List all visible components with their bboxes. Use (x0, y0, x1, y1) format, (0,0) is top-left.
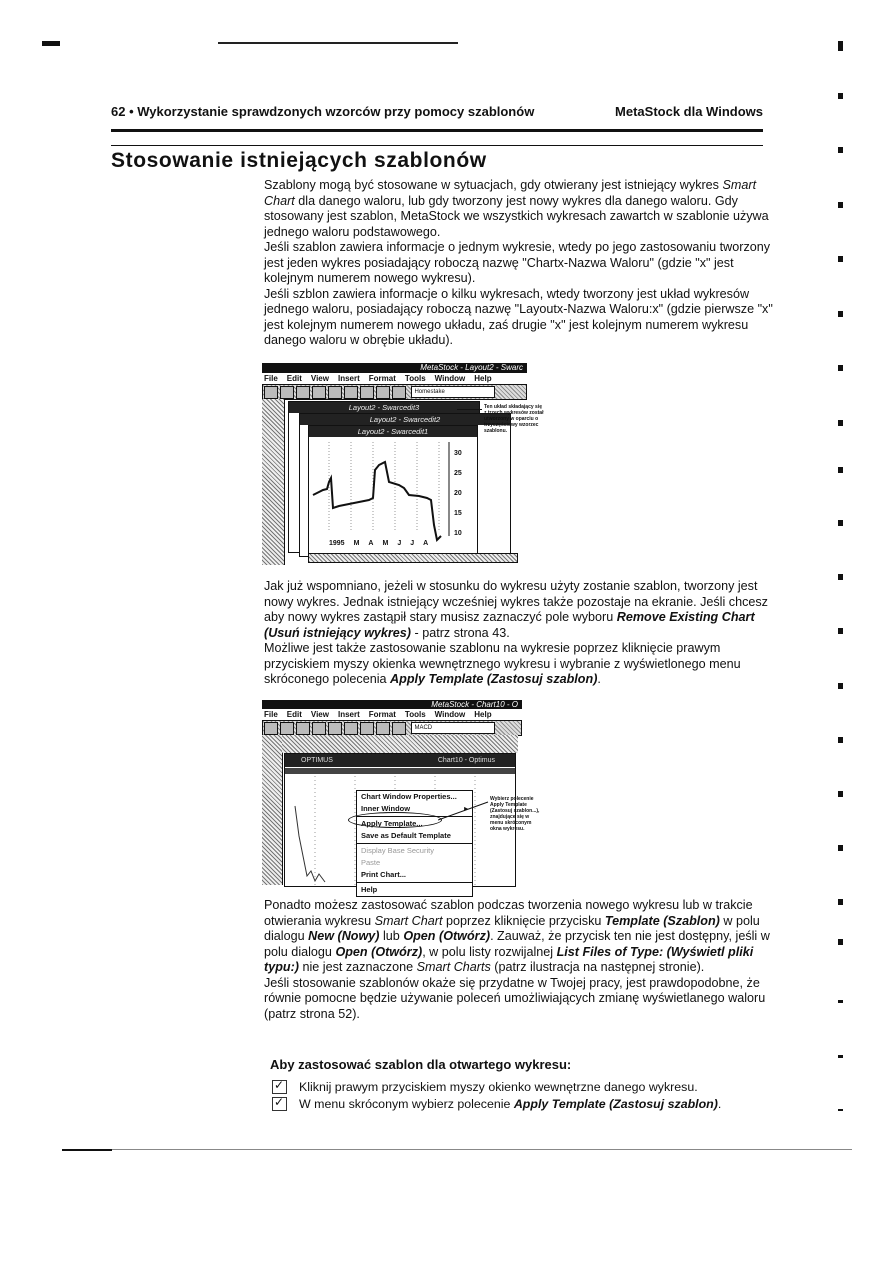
menu-separator (357, 882, 472, 883)
toolbar (262, 720, 522, 736)
scan-mark (838, 737, 843, 743)
text: poprzez kliknięcie przycisku (442, 913, 605, 928)
y-tick: 20 (454, 490, 462, 497)
menu-bar (264, 374, 492, 383)
header-rule (111, 129, 763, 132)
tool-icon[interactable] (328, 722, 342, 735)
callout-line (438, 800, 490, 822)
scan-mark (42, 41, 60, 46)
menu-item-help[interactable]: Help (361, 885, 378, 894)
submenu-arrow-icon: ▸ (464, 804, 468, 813)
text: . (597, 672, 601, 686)
tool-icon[interactable] (344, 386, 358, 399)
text: . Zauważ, że przycisk ten nie jest dostępny, jeśli w polu dialogu (264, 929, 770, 959)
middle-text (264, 579, 774, 688)
print-icon[interactable] (312, 722, 326, 735)
emphasis: Smart Charts (416, 960, 491, 974)
text: - patrz strona 43. (411, 625, 510, 640)
command-apply-template: Apply Template (Zastosuj szablon) (513, 1097, 718, 1111)
paragraph-5 (264, 641, 774, 688)
text: (patrz ilustracja na następnej stronie). (490, 960, 705, 974)
procedure-step-2 (272, 1097, 721, 1111)
scan-mark (838, 365, 843, 371)
paragraph-2: Jeśli szablon zawiera informacje o jednym wykresie, wtedy po jego zastosowaniu tworzony jest jeden wykres posiadający roboczą nazwę "Chartx-Nazwa Waloru" (gdzie "x" jest kolejnym numerem nowego wykresu). (264, 240, 771, 285)
scan-rule-top (218, 42, 458, 44)
open-icon[interactable] (280, 722, 294, 735)
inner-title (285, 768, 515, 774)
scan-mark (838, 256, 843, 262)
left-tool-palette (262, 399, 285, 565)
paragraph-7: Jeśli stosowanie szablonów okaże się przydatne w Twojej pracy, jest prawdopodobne, że równie pomocne będzie używanie poleceń umożliwiających zmianę wyświetlanego waloru (patrz strona 52). (264, 975, 766, 1021)
scan-mark (838, 845, 843, 851)
save-icon[interactable] (296, 386, 310, 399)
menu-help[interactable]: Help (474, 710, 492, 719)
toolbar (262, 384, 527, 400)
checkbox-icon: ✓ (272, 1097, 287, 1111)
button-template: Template (Szablon) (604, 913, 720, 928)
x-tick: M (382, 540, 389, 547)
callout-line (457, 409, 482, 410)
tool-icon[interactable] (360, 722, 374, 735)
window-title-left: OPTIMUS (301, 757, 333, 764)
text: nie jest zaznaczone (298, 960, 417, 974)
y-tick: 30 (454, 450, 462, 457)
scan-mark (838, 791, 843, 797)
tool-icon[interactable] (360, 386, 374, 399)
running-header-left: 62 • Wykorzystanie sprawdzonych wzorców przy pomocy szablonów (111, 104, 535, 119)
running-header (111, 104, 763, 119)
option-remove-existing-chart: Remove Existing Chart (Usuń istniejący wykres) (264, 610, 755, 640)
menu-window[interactable]: Window (434, 374, 466, 383)
footer-rule (62, 1149, 852, 1150)
window-title: Layout2 - Swarcedit1 (309, 426, 477, 437)
menu-edit[interactable]: Edit (286, 374, 302, 383)
menu-item-print-chart[interactable]: Print Chart... (361, 870, 407, 879)
menu-insert[interactable]: Insert (337, 710, 360, 719)
scan-mark (838, 520, 843, 526)
dialog-new: New (Nowy) (308, 929, 380, 943)
text: Możliwe jest także zastosowanie szablonu na wykresie poprzez kliknięcie prawym przyciskiem myszy okienka wewnętrznego wykresu i wybranie z wyświetlonego menu skróconego polecenia (264, 641, 741, 686)
scan-mark (838, 1109, 843, 1111)
tool-icon[interactable] (328, 386, 342, 399)
menu-tools[interactable]: Tools (404, 710, 426, 719)
x-tick: M (353, 540, 360, 547)
app-title: MetaStock - Chart10 - O (431, 700, 518, 709)
text: . (717, 1097, 722, 1111)
footer-rule-dark (62, 1149, 112, 1151)
scan-mark (838, 93, 843, 99)
section-rule (111, 145, 763, 146)
text: w polu dialogu (264, 913, 760, 943)
paragraph-1 (264, 178, 774, 240)
scan-mark (838, 147, 843, 153)
menu-help[interactable]: Help (474, 374, 492, 383)
app-titlebar (262, 363, 527, 373)
apply-template-highlight-ellipse (348, 812, 442, 828)
x-axis-labels (329, 540, 428, 547)
text: Jak już wspomniano, jeżeli w stosunku do wykresu użyty zostanie szablon, tworzony jest nowy wykres. Jednak istniejący wcześniej wykres także pozostaje na ekranie. Jeśli chcesz aby nowy wykres zastąpił stary musisz zaznaczyć pole wyboru (264, 579, 768, 624)
indicator-field[interactable]: MACD (411, 722, 495, 734)
scan-mark (838, 311, 843, 317)
step-text (299, 1097, 721, 1111)
zoom-icon[interactable] (376, 386, 390, 399)
procedure-title: Aby zastosować szablon dla otwartego wykresu: (270, 1057, 572, 1072)
text: Ponadto możesz zastosować szablon podczas tworzenia nowego wykresu lub w trakcie otwierania wykresu (264, 898, 753, 928)
menu-format[interactable]: Format (368, 374, 396, 383)
window-title-right: Chart10 - Optimus (437, 757, 495, 764)
paragraph-3: Jeśli szblon zawiera informacje o kilku wykresach, wtedy tworzony jest układ wykresów jednego waloru, posiadający roboczą nazwę "Layoutx-Nazwa Waloru:x" (gdzie pierwsze "x" jest kolejnym numerem nowego układu, zaś drugie "x" jest kolejnym numerem wykresu danego waloru w obrębie układu). (264, 286, 773, 347)
scan-mark (838, 41, 843, 51)
price-bar-chart (309, 440, 477, 550)
procedure-step-1 (272, 1080, 698, 1094)
menu-item-display-base-security: Display Base Security (361, 846, 434, 855)
menu-file[interactable]: File (264, 374, 278, 383)
security-field[interactable]: Homestake (411, 386, 495, 398)
new-icon[interactable] (264, 722, 278, 735)
zoom-icon[interactable] (392, 386, 406, 399)
tool-icon[interactable] (344, 722, 358, 735)
open-icon[interactable] (280, 386, 294, 399)
menu-tools[interactable]: Tools (404, 374, 426, 383)
new-icon[interactable] (264, 386, 278, 399)
menu-item-apply-template[interactable]: Apply Template... (361, 819, 423, 828)
workspace (282, 735, 518, 753)
command-apply-template: Apply Template (Zastosuj szablon) (390, 672, 598, 686)
menu-format[interactable]: Format (368, 710, 396, 719)
text: dla danego waloru, lub gdy tworzony jest nowy wykres dla danego waloru. Gdy stosowany jest szablon, MetaStock we wszystkich wykresach zawartch w szablonie używa jednego waloru podstawowego. (264, 193, 769, 239)
text: Szablony mogą być stosowane w sytuacjach, gdy otwierany jest istniejący wykres (264, 178, 723, 192)
section-title: Stosowanie istniejących szablonów (111, 149, 487, 172)
lower-text (264, 898, 774, 1022)
dialog-open: Open (Otwórz) (403, 929, 491, 943)
menu-insert[interactable]: Insert (337, 374, 360, 383)
menu-item-chart-window-properties[interactable]: Chart Window Properties... (361, 792, 457, 801)
menu-view[interactable]: View (310, 374, 329, 383)
scan-mark (838, 628, 843, 634)
scan-mark (838, 420, 843, 426)
y-tick: 15 (454, 510, 462, 517)
label: Inner Window (361, 804, 411, 813)
dialog-open: Open (Otwórz) (335, 944, 423, 959)
text: lub (379, 929, 404, 943)
x-tick: A (368, 540, 374, 547)
save-icon[interactable] (296, 722, 310, 735)
menu-separator (357, 843, 472, 844)
scan-mark (838, 467, 843, 473)
menu-file[interactable]: File (264, 710, 278, 719)
scan-mark (838, 939, 843, 945)
x-tick: 1995 (329, 540, 345, 547)
screenshot2-callout: Wybierz polecenie Apply Template (Zastosuj szablon...), znajdujące się w menu skróconym okna wykresu. (490, 796, 540, 832)
checkbox-icon: ✓ (272, 1080, 287, 1094)
zoom-icon[interactable] (392, 722, 406, 735)
menu-edit[interactable]: Edit (286, 710, 302, 719)
screenshot1-callout: Ten układ składający się z trzech wykresów został utworzony w oparciu o trzyczęściowy wzorzec szablonu. (484, 404, 544, 434)
scan-mark (838, 574, 843, 580)
text: W menu skróconym wybierz polecenie (299, 1097, 514, 1111)
window-title: Layout2 - Swarcedit3 (289, 402, 479, 413)
menu-view[interactable]: View (310, 710, 329, 719)
y-axis-labels (454, 444, 462, 544)
y-tick: 25 (454, 470, 462, 477)
emphasis-smart-chart: Smart Chart (264, 178, 757, 208)
inner-window-1[interactable] (308, 425, 478, 555)
y-tick: 10 (454, 530, 462, 537)
paragraph-6 (264, 898, 774, 976)
zoom-icon[interactable] (376, 722, 390, 735)
window-titlebar (285, 754, 515, 767)
list-files-of-type: List Files of Type: (Wyświetl pliki typu:) (264, 944, 754, 974)
step-text: Kliknij prawym przyciskiem myszy okienko wewnętrzne danego wykresu. (299, 1080, 698, 1094)
menu-window[interactable]: Window (434, 710, 466, 719)
paragraph-4 (264, 579, 774, 641)
menu-item-paste: Paste (361, 858, 381, 867)
app-title: MetaStock - Layout2 - Swarc (420, 363, 523, 372)
x-tick: A (423, 540, 429, 547)
running-header-right: MetaStock dla Windows (615, 104, 763, 119)
scan-mark (838, 683, 843, 689)
left-tool-palette (262, 735, 283, 885)
scan-mark (838, 899, 843, 905)
screenshot-layout-three-charts (262, 363, 527, 565)
menu-bar (264, 710, 492, 719)
x-tick: J (410, 540, 415, 547)
scan-mark (838, 1055, 843, 1058)
scan-mark (838, 202, 843, 208)
horizontal-scrollbar[interactable] (308, 553, 518, 563)
text: , w polu listy rozwijalnej (422, 944, 557, 959)
intro-text (264, 178, 774, 349)
window-title: Layout2 - Swarcedit2 (300, 414, 510, 425)
menu-item-save-default-template[interactable]: Save as Default Template (361, 831, 451, 840)
emphasis: Smart Chart (374, 913, 443, 928)
app-titlebar (262, 700, 522, 709)
scan-mark (838, 1000, 843, 1003)
print-icon[interactable] (312, 386, 326, 399)
x-tick: J (397, 540, 402, 547)
